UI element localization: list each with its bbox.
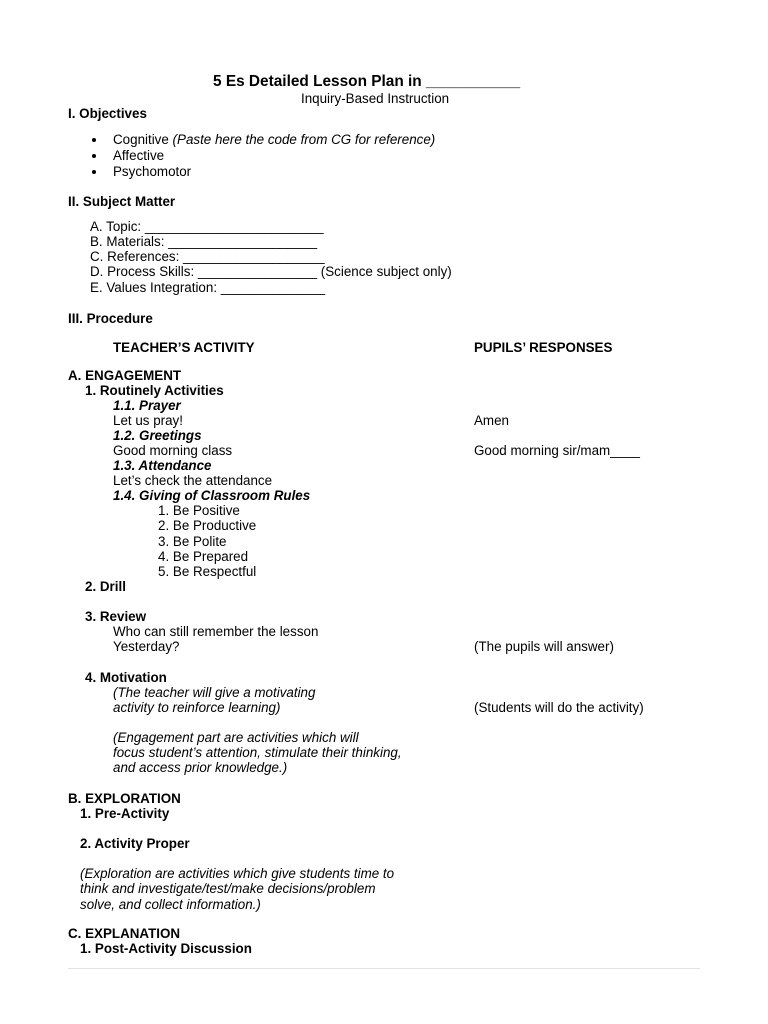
greetings-text: Good morning class xyxy=(113,443,233,458)
drill-heading: 2. Drill xyxy=(85,579,126,594)
attendance-heading: 1.3. Attendance xyxy=(113,458,212,473)
prayer-heading: 1.1. Prayer xyxy=(113,398,181,413)
subject-process-skills: D. Process Skills: ________________ (Science subject only) xyxy=(90,264,452,279)
objective-note: (Paste here the code from CG for reference) xyxy=(172,132,436,147)
review-heading: 3. Review xyxy=(85,609,147,624)
motivation-line-2: activity to reinforce learning) xyxy=(113,700,281,715)
engagement-heading: A. ENGAGEMENT xyxy=(68,368,182,383)
motivation-response: (Students will do the activity) xyxy=(474,700,644,715)
pupils-responses-header: PUPILS’ RESPONSES xyxy=(474,340,613,355)
post-activity-heading: 1. Post-Activity Discussion xyxy=(80,941,252,956)
objectives-heading: I. Objectives xyxy=(68,106,147,121)
page-title: 5 Es Detailed Lesson Plan in ___________ xyxy=(213,73,521,90)
rules-heading: 1.4. Giving of Classroom Rules xyxy=(113,488,311,503)
rule-item: 1. Be Positive xyxy=(158,503,240,518)
subject-references: C. References: ___________________ xyxy=(90,249,325,264)
bullet-icon xyxy=(92,170,96,174)
greetings-response: Good morning sir/mam____ xyxy=(474,443,640,458)
exploration-note-line-3: solve, and collect information.) xyxy=(80,897,261,912)
exploration-note-line-1: (Exploration are activities which give students time to xyxy=(80,866,395,881)
objective-psychomotor: Psychomotor xyxy=(113,164,192,179)
prayer-text: Let us pray! xyxy=(113,413,183,428)
rule-item: 3. Be Polite xyxy=(158,534,227,549)
pre-activity-heading: 1. Pre-Activity xyxy=(80,806,170,821)
procedure-heading: III. Procedure xyxy=(68,311,153,326)
page-subtitle: Inquiry-Based Instruction xyxy=(301,91,450,106)
page-divider xyxy=(68,968,700,969)
objective-affective: Affective xyxy=(113,148,165,163)
prayer-response: Amen xyxy=(474,413,509,428)
motivation-heading: 4. Motivation xyxy=(85,670,167,685)
subject-materials: B. Materials: ____________________ xyxy=(90,234,318,249)
engagement-note-line-2: focus student’s attention, stimulate their thinking, xyxy=(113,745,402,760)
objective-label: Cognitive xyxy=(113,132,173,147)
review-response: (The pupils will answer) xyxy=(474,639,614,654)
motivation-line-1: (The teacher will give a motivating xyxy=(113,685,316,700)
rule-item: 4. Be Prepared xyxy=(158,549,249,564)
exploration-note-line-2: think and investigate/test/make decisions/problem xyxy=(80,881,376,896)
routine-heading: 1. Routinely Activities xyxy=(85,383,224,398)
review-line-1: Who can still remember the lesson xyxy=(113,624,319,639)
attendance-text: Let’s check the attendance xyxy=(113,473,273,488)
activity-proper-heading: 2. Activity Proper xyxy=(80,836,190,851)
bullet-icon xyxy=(92,154,96,158)
rule-item: 2. Be Productive xyxy=(158,518,257,533)
rule-item: 5. Be Respectful xyxy=(158,564,257,579)
subject-topic: A. Topic: ________________________ xyxy=(90,219,324,234)
bullet-icon xyxy=(92,138,96,142)
exploration-heading: B. EXPLORATION xyxy=(68,791,181,806)
engagement-note-line-1: (Engagement part are activities which will xyxy=(113,730,359,745)
subject-values: E. Values Integration: ______________ xyxy=(90,280,326,295)
engagement-note-line-3: and access prior knowledge.) xyxy=(113,760,288,775)
explanation-heading: C. EXPLANATION xyxy=(68,926,181,941)
objective-cognitive xyxy=(113,132,435,147)
subject-matter-heading: II. Subject Matter xyxy=(68,194,176,209)
teacher-activity-header: TEACHER’S ACTIVITY xyxy=(113,340,255,355)
greetings-heading: 1.2. Greetings xyxy=(113,428,202,443)
review-line-2: Yesterday? xyxy=(113,639,180,654)
